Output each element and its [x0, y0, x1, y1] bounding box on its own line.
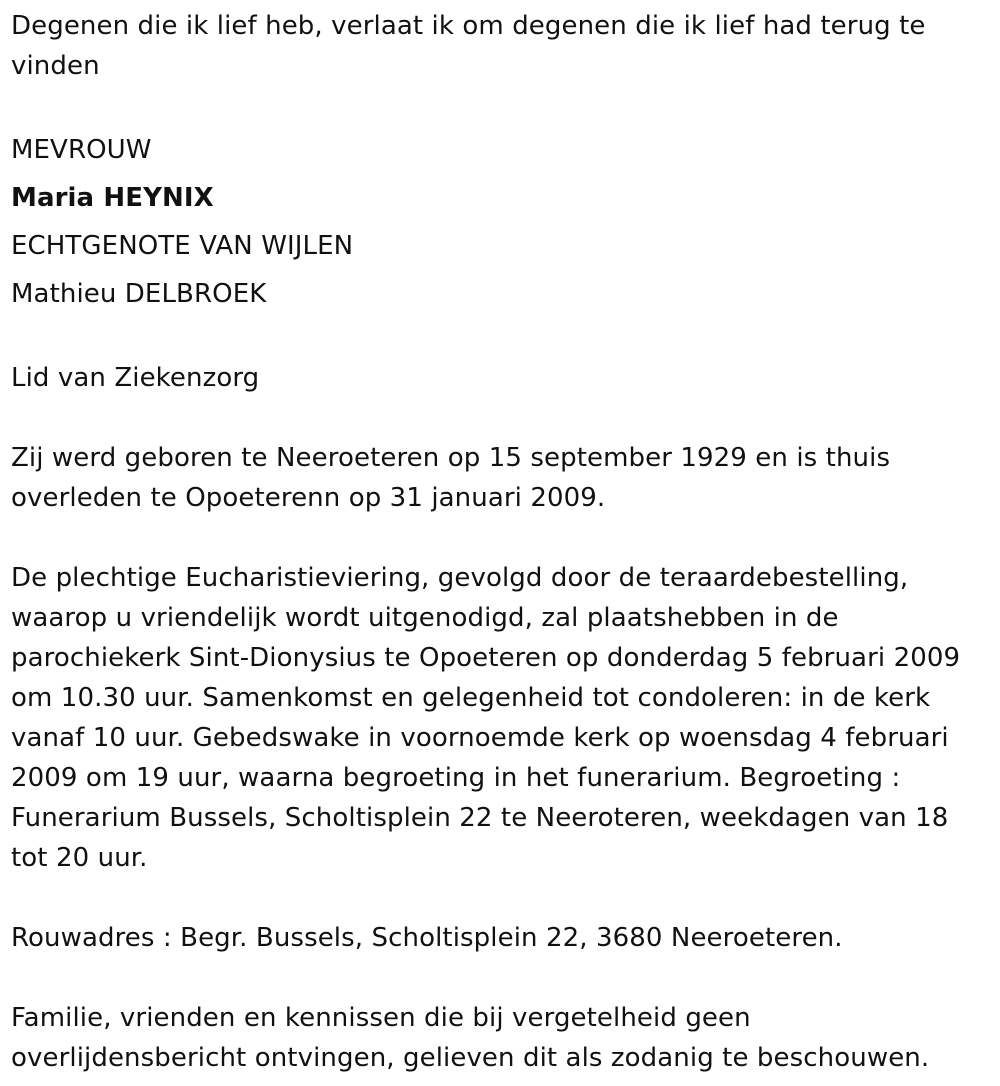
quote-line: vinden [11, 51, 100, 81]
ceremony-paragraph [11, 558, 986, 878]
paragraph-line: waarop u vriendelijk wordt uitgenodigd, zal plaatshebben in de [11, 603, 839, 633]
paragraph-line: om 10.30 uur. Samenkomst en gelegenheid tot condoleren: in de kerk [11, 683, 931, 713]
quote-line: Degenen die ik lief heb, verlaat ik om degenen die ik lief had terug te [11, 11, 926, 41]
deceased-name: Maria HEYNIX [11, 183, 214, 213]
opening-quote [11, 6, 986, 86]
closing-paragraph [11, 998, 986, 1078]
honorific: MEVROUW [11, 135, 152, 165]
paragraph-line: 2009 om 19 uur, waarna begroeting in het funerarium. Begroeting : [11, 763, 901, 793]
spacer [11, 86, 986, 126]
spouse-name: Mathieu DELBROEK [11, 279, 267, 309]
membership-text: Lid van Ziekenzorg [11, 363, 260, 393]
paragraph-line: tot 20 uur. [11, 843, 148, 873]
spacer [11, 518, 986, 558]
address-text: Rouwadres : Begr. Bussels, Scholtisplein 22, 3680 Neeroeteren. [11, 923, 843, 953]
paragraph-line: parochiekerk Sint-Dionysius te Opoeteren op donderdag 5 februari 2009 [11, 643, 961, 673]
membership [11, 358, 986, 398]
deceased-title-block [11, 126, 986, 318]
paragraph-line: vanaf 10 uur. Gebedswake in voornoemde kerk op woensdag 4 februari [11, 723, 949, 753]
mourning-address [11, 918, 986, 958]
paragraph-line: Zij werd geboren te Neeroeteren op 15 september 1929 en is thuis [11, 443, 891, 473]
birth-death-paragraph [11, 438, 986, 518]
obituary-document [11, 0, 986, 1078]
paragraph-line: overleden te Opoeterenn op 31 januari 2009. [11, 483, 606, 513]
paragraph-line: Familie, vrienden en kennissen die bij vergetelheid geen [11, 1003, 751, 1033]
paragraph-line: Funerarium Bussels, Scholtisplein 22 te Neeroteren, weekdagen van 18 [11, 803, 949, 833]
spacer [11, 318, 986, 358]
spacer [11, 958, 986, 998]
paragraph-line: De plechtige Eucharistieviering, gevolgd door de teraardebestelling, [11, 563, 909, 593]
spacer [11, 398, 986, 438]
relation-label: ECHTGENOTE VAN WIJLEN [11, 231, 354, 261]
paragraph-line: overlijdensbericht ontvingen, gelieven dit als zodanig te beschouwen. [11, 1043, 930, 1073]
spacer [11, 878, 986, 918]
